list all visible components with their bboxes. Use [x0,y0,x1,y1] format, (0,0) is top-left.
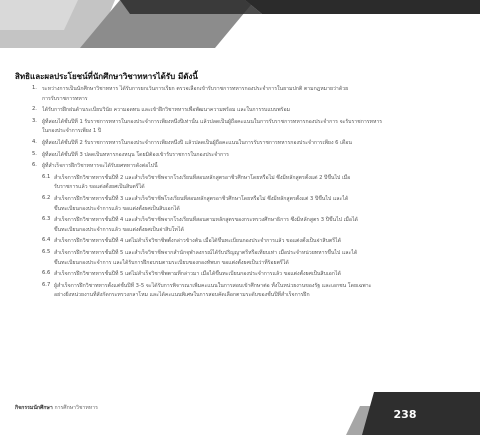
item-text-line: รับราชการแล้ว ขอแต่งตั้งยศเป็นสิบตรีได้ [54,184,145,191]
footer-book-title-sub: การศึกษาวิชาทหาร [54,405,98,411]
list-item [32,106,457,116]
sub-list-item [32,216,457,235]
sub-list-item [32,249,457,268]
item-number: 6. [32,162,37,169]
item-text-line: ผู้ที่สอบได้ชั้นปีที่ 1 รับราชการทหารในกองประจำการเพียงหนึ่งปีเท่านั้น แล้วปลดเป็นผู้ถือคะแนนในการรับราชการทหารกองประจำการ จะรับราชการทหาร [42,118,383,125]
sub-list-item [32,174,457,193]
item-number: 6.2 [42,194,51,201]
item-number: 6.1 [42,173,51,180]
item-text-line: ขึ้นทะเบียนกองประจำการแล้ว ขอแต่งตั้งยศเป็นจ่าสิบโทได้ [54,226,184,233]
item-text-line: ขึ้นทะเบียนกองประจำการแล้ว ขอแต่งตั้งยศเป็นสิบเอกได้ [54,205,180,212]
list-item [32,139,457,149]
page-number: 238 [393,408,417,421]
list-item [32,118,457,137]
item-text-line: ในกองประจำการเพียง 1 ปี [42,128,102,135]
sub-list-item [32,195,457,214]
item-text-line: สำเร็จการฝึกวิชาทหารชั้นปีที่ 2 และสำเร็จวิชาชีพจากโรงเรียนที่สอนหลักสูตรอาชีวศึกษาโดยหรือไม่ ซึ่งมีหลักสูตรตั้งแต่ 2 ปีขึ้นไป เมื่อ [54,174,351,181]
sub-list-item [32,270,457,280]
item-text-line: อย่างยิ่งหน่วยงานที่สังกัดกระทรวงกลาโหม และได้คะแนนพิเศษในการสอบคัดเลือกตามระดับของชั้นปีที่สำเร็จการฝึก [54,292,310,299]
item-number: 6.6 [42,270,51,277]
item-number: 6.3 [42,216,51,223]
list-item [32,85,457,104]
item-text-line: การรับราชการทหาร [42,95,88,102]
item-text-line: ผู้ที่สอบได้ชั้นปีที่ 2 รับราชการทหารในกองประจำการเพียงหนึ่งปี แล้วปลดเป็นผู้ถือคะแนนในการรับราชการทหารกองประจำการเพียง 6 เดือน [42,139,352,146]
item-number: 6.7 [42,281,51,288]
item-text-line: ผู้ที่สอบได้ชั้นปีที่ 3 ปลดเป็นทหารกองหนุน โดยมิต้องเข้ารับราชการในกองประจำการ [42,151,229,158]
footer-book-title [15,404,98,412]
header-decoration-band [0,0,480,48]
item-text-line: สำเร็จการฝึกวิชาทหารชั้นปีที่ 4 และสำเร็จวิชาชีพจากโรงเรียนที่สอนตามหลักสูตรของกระทรวงศึกษาธิการ ซึ่งมีหลักสูตร 3 ปีขึ้นไป เมื่อได้ [54,217,358,224]
list-item [32,151,457,161]
item-text-line: ผู้สำเร็จการฝึกวิชาทหารตั้งแต่ชั้นปีที่ 3-5 จะได้รับการพิจารณาเพิ่มคะแนนในการสอบเข้าศึกษาต่อ ทั้งในหน่วยงานของรัฐ และเอกชน โดยเฉพาะ [54,282,372,289]
item-text-line: ผู้ที่สำเร็จการฝึกวิชาทหารจะได้รับยศทหารดังต่อไปนี้ [42,163,158,170]
item-number: 4. [32,138,37,145]
item-text-line: สำเร็จการฝึกวิชาทหารชั้นปีที่ 5 แต่ไม่สำเร็จวิชาชีพตามที่กล่าวมา เมื่อได้ขึ้นทะเบียนกองประจำการแล้ว ขอแต่งตั้งยศเป็นสิบเอกได้ [54,271,341,278]
sub-list-item [32,237,457,247]
item-text-line: ระหว่างการเป็นนักศึกษาวิชาทหาร ได้รับการยกเว้นการเรียก ตรวจเลือกเข้ารับราชการทหารกองประจำการในยามปกติ ตามกฎหมายว่าด้วย [42,86,349,92]
item-number: 1. [32,85,37,91]
item-number: 2. [32,106,37,113]
item-text-line: สำเร็จการฝึกวิชาทหารชั้นปีที่ 4 แต่ไม่สำเร็จวิชาชีพตั้งกล่าวข้างต้น เมื่อได้ขึ้นทะเบียนกองประจำการแล้ว ขอแต่งตั้งเป็นจ่าสิบตรีได้ [54,238,342,245]
item-number: 3. [32,117,37,124]
item-number: 5. [32,150,37,157]
sub-list-item [32,282,457,301]
item-text-line: สำเร็จการฝึกวิชาทหารชั้นปีที่ 3 และสำเร็จวิชาชีพโรงเรียนที่สอนหลักสูตรอาชีวศึกษาโดยหรือไม่ ซึ่งมีหลักสูตรตั้งแต่ 3 ปีขึ้นไป และได้ [54,195,349,202]
item-number: 6.5 [42,248,51,255]
footer-book-title-bold: กิจกรรมนักศึกษา [15,405,53,411]
section-heading: สิทธิและผลประโยชน์ที่นักศึกษาวิชาทหารได้รับ มีดังนี้ [15,72,198,81]
item-text-line: สำเร็จการฝึกวิชาทหารชั้นปีที่ 5 และสำเร็จวิชาชีพจากสำนักจุฬาลงกรณ์ได้รับปริญญาตรีหรือเทียบเท่า เมื่อประจำหน่วยทหารขึ้นไป และได้ [54,249,358,256]
item-text-line: ได้รับการฝึกฝนด้านระเบียบวินัย ความอดทน และเข้าฝึกวิชาทหารเพื่อพัฒนาความพร้อม และในการรบแบบพร้อม [42,107,290,114]
list-item [32,162,457,172]
item-number: 6.4 [42,237,51,244]
item-text-line: ขึ้นทะเบียนกองประจำการ และได้รับการฝึกอบรมตามระเบียบของกองทัพบก ขอแต่งตั้งยศเป็นว่าที่ร้อยตรีได้ [54,259,289,266]
rights-list [32,85,457,303]
